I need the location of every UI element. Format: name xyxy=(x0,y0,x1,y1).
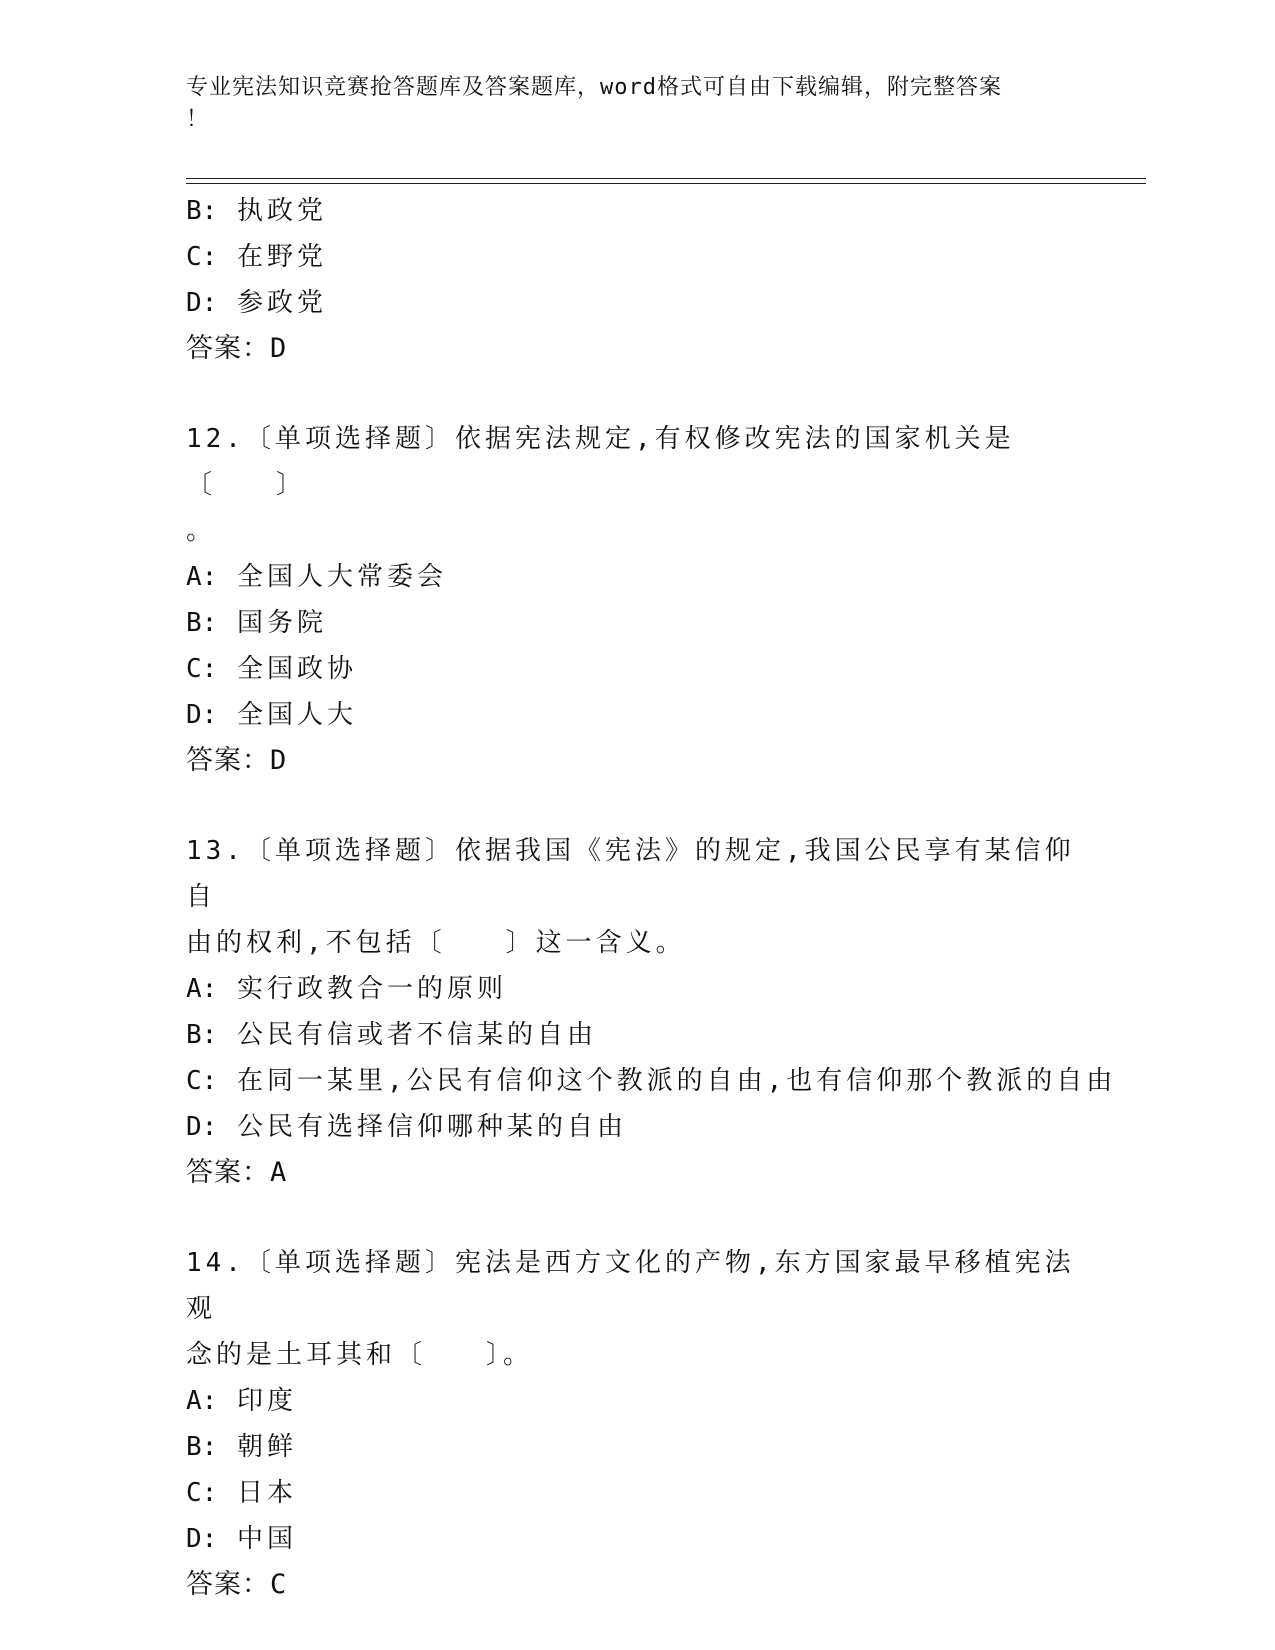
answer-line: 答案：D xyxy=(186,745,287,776)
option-b: B: 执政党 xyxy=(186,196,327,226)
answer-line: 答案：C xyxy=(186,1569,287,1600)
option-c: C: 在同一某里,公民有信仰这个教派的自由,也有信仰那个教派的自由 xyxy=(186,1066,1117,1096)
header-divider-top xyxy=(186,178,1146,179)
question-stem: 12.〔单项选择题〕依据宪法规定,有权修改宪法的国家机关是〔 〕 xyxy=(186,424,1015,500)
question-list xyxy=(186,188,1117,1608)
header-divider-bottom xyxy=(186,183,1146,184)
option-c: C: 日本 xyxy=(186,1478,297,1508)
option-a: A: 印度 xyxy=(186,1386,297,1416)
question-stem-continuation: 念的是土耳其和〔 〕。 xyxy=(186,1340,534,1370)
answer-key: D xyxy=(270,745,287,776)
question-12 xyxy=(186,416,1086,784)
option-b: B: 公民有信或者不信某的自由 xyxy=(186,1020,597,1050)
question-11-continuation xyxy=(186,188,1086,372)
question-stem: 13.〔单项选择题〕依据我国《宪法》的规定,我国公民享有某信仰自 xyxy=(186,836,1075,912)
header-title-continuation: ！ xyxy=(186,107,210,132)
option-b: B: 朝鲜 xyxy=(186,1432,297,1462)
option-b: B: 国务院 xyxy=(186,608,327,638)
option-d: D: 中国 xyxy=(186,1524,297,1554)
option-d: D: 全国人大 xyxy=(186,700,357,730)
question-13 xyxy=(186,828,1117,1196)
answer-line: 答案：A xyxy=(186,1157,287,1188)
option-a: A: 全国人大常委会 xyxy=(186,562,447,592)
header-title: 专业宪法知识竞赛抢答题库及答案题库，word格式可自由下载编辑，附完整答案 xyxy=(186,75,1002,100)
page-header xyxy=(186,72,1066,136)
option-a: A: 实行政教合一的原则 xyxy=(186,974,507,1004)
question-14 xyxy=(186,1240,1086,1608)
answer-key: C xyxy=(270,1569,287,1600)
question-stem: 14.〔单项选择题〕宪法是西方文化的产物,东方国家最早移植宪法观 xyxy=(186,1248,1075,1324)
option-d: D: 公民有选择信仰哪种某的自由 xyxy=(186,1112,627,1142)
option-c: C: 全国政协 xyxy=(186,654,357,684)
answer-key: A xyxy=(270,1157,287,1188)
question-stem-continuation: 由的权利,不包括〔 〕这一含义。 xyxy=(186,928,686,958)
question-stem-continuation: 。 xyxy=(186,516,217,546)
answer-line: 答案：D xyxy=(186,333,287,364)
option-d: D: 参政党 xyxy=(186,288,327,318)
answer-key: D xyxy=(270,333,287,364)
option-c: C: 在野党 xyxy=(186,242,327,272)
